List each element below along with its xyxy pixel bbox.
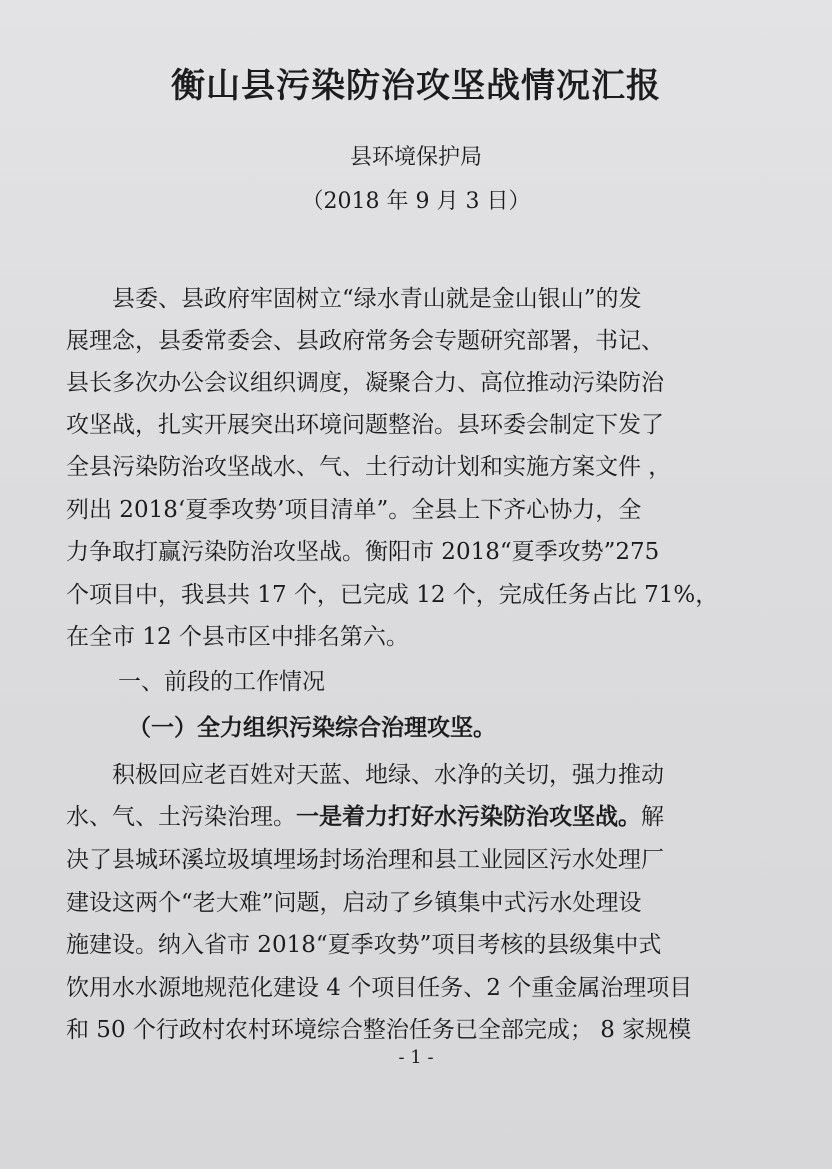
body-line: 决了县城环溪垃圾填埋场封场治理和县工业园区污水处理厂: [66, 847, 664, 873]
page-number: - 1 -: [398, 1047, 434, 1068]
intro-line: 县委、县政府牢固树立“绿水青山就是金山银山”的发: [112, 286, 642, 312]
document-date: （2018 年 9 月 3 日）: [301, 189, 531, 214]
intro-line: 展理念，县委常委会、县政府常务会专题研究部署，书记、: [66, 328, 664, 354]
intro-line: 县长多次办公会议组织调度，凝聚合力、高位推动污染防治: [66, 370, 664, 396]
body-line: 饮用水水源地规范化建设 4 个项目任务、2 个重金属治理项目: [66, 975, 693, 1001]
body-text: 水、气、土污染治理。: [66, 804, 296, 830]
intro-line: 全县污染防治攻坚战水、气、土行动计划和实施方案文件 ，: [66, 454, 672, 480]
section-heading: 一、前段的工作情况: [118, 669, 325, 695]
body-line: [66, 802, 664, 832]
intro-line: 列出 2018‘夏季攻势’项目清单”。全县上下齐心协力，全: [66, 497, 642, 523]
emphasis-text: 一是着力打好水污染防治攻坚战。: [296, 803, 641, 830]
subsection-heading: （一）全力组织污染综合治理攻坚。: [128, 714, 496, 741]
document-title: 衡山县污染防治攻坚战情况汇报: [171, 66, 661, 106]
intro-line: 力争取打赢污染防治攻坚战。衡阳市 2018“夏季攻势”275: [66, 539, 660, 565]
body-text: 解: [641, 804, 664, 830]
body-line: 和 50 个行政村农村环境综合整治任务已全部完成； 8 家规模: [66, 1017, 692, 1043]
intro-line: 在全市 12 个县市区中排名第六。: [66, 624, 409, 650]
body-line: 积极回应老百姓对天蓝、地绿、水净的关切，强力推动: [112, 762, 664, 788]
intro-line: 个项目中，我县共 17 个，已完成 12 个，完成任务占比 71%，: [66, 582, 719, 608]
body-line: 建设这两个“老大难”问题，启动了乡镇集中式污水处理设: [66, 890, 642, 916]
issuing-organization: 县环境保护局: [349, 145, 482, 170]
intro-line: 攻坚战，扎实开展突出环境问题整治。县环委会制定下发了: [66, 412, 664, 438]
body-line: 施建设。纳入省市 2018“夏季攻势”项目考核的县级集中式: [66, 932, 662, 958]
